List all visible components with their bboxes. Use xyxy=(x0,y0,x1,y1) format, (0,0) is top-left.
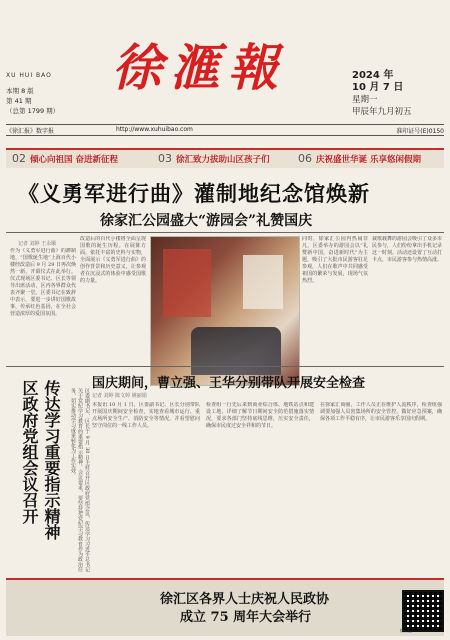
teaser-item[interactable] xyxy=(12,152,118,165)
main-subhead: 徐家汇公园盛大“游园会”礼赞国庆 xyxy=(100,213,313,229)
divider xyxy=(6,232,444,233)
divider xyxy=(6,366,444,367)
photo-visitors xyxy=(191,327,281,375)
masthead xyxy=(0,0,450,118)
bottom-headline-line2: 成立 75 周年大会举行 xyxy=(180,610,312,625)
brand-bar xyxy=(6,124,444,136)
date-weekday: 星期一 xyxy=(352,95,378,105)
safety-article-column: 本报讯 10 月 1 日，区委副书记、区长分别带队开展国庆期间安全检查，实地查看城市运行、重点场所安全生产、消防安全等情况，并看望慰问坚守岗位的一线工作人员。 xyxy=(92,402,200,429)
qr-caption: 徐汇报 xyxy=(400,628,412,633)
teaser-page-number: 02 xyxy=(12,152,26,165)
main-headline: 《义勇军进行曲》灌制地纪念馆焕新 xyxy=(18,181,370,206)
photo-exhibit-panel xyxy=(163,249,211,317)
digital-edition-label: 《徐汇报》数字报 xyxy=(6,128,55,135)
lead-article-column: 同时，徐家汇公园内热闹非凡，区委举办的游园会以“礼赞新中国，奋进新时代”为主题，吸引了大批市民游客驻足参观，人们在歌声中共同感受祖国的繁荣与发展，现场气氛热烈。 xyxy=(302,236,368,284)
teaser-text: 庆祝盛世华诞 乐享悠闲假期 xyxy=(316,155,421,165)
lead-article-column: 改造后的百代小楼将全面呈现国歌的诞生历程。在展陈方面，依托丰富的史料与实物，全面展示《义勇军进行曲》的创作背景和历史意义，让参观者在沉浸式的体验中感受国歌的力量。 xyxy=(80,236,146,284)
date-lunar: 甲辰年九月初五 xyxy=(352,107,412,117)
bottom-headline-line1: 徐汇区各界人士庆祝人民政协 xyxy=(160,592,330,607)
teaser-text: 徐汇致力拔助山区孩子们 xyxy=(176,155,270,165)
lead-byline: 记者 刘婷 王永顺 xyxy=(18,241,57,247)
date-day: 10 月 7 日 xyxy=(352,82,404,93)
issue-line: 本期 8 版 xyxy=(6,87,34,95)
vertical-article-body: 区委副书记、区长于 9 月 30 日主持召开区政府党组会议，传达学习习近平总书记关于党纪学习教育的重要指示精神。会议要求，要坚持把党纪学习教育作为政治任务，切实推动学习成果转化为工作实效。 xyxy=(70,388,90,572)
masthead-pinyin: XU HUI BAO xyxy=(6,72,52,79)
photo-exhibit-panel xyxy=(243,255,283,309)
teaser-page-number: 06 xyxy=(298,152,312,165)
safety-byline: 记者 刘婷 陈文婷 姚丽娟 xyxy=(92,393,147,399)
date-year: 2024 年 xyxy=(352,70,394,81)
qr-code-icon[interactable] xyxy=(402,590,444,632)
lead-article-column: 裁歌载舞的游园会吸引了众多市民参与，人们纷纷拿出手机记录这一时刻。活动还设置了互动打卡点，市民游客参与热情高涨。 xyxy=(372,236,442,263)
teaser-item[interactable] xyxy=(298,152,421,165)
safety-article-column: 在徐家汇商圈，工作人员正在维护人流秩序，检查组强调要加强人员密集场所的安全管控，做好应急预案，确保各项工作平稳有序，让市民游客乐享国庆假期。 xyxy=(320,402,442,422)
permit-number: 准印证号(E)0150 xyxy=(396,128,444,135)
teaser-item[interactable] xyxy=(158,152,270,165)
issue-line: 第 41 期 xyxy=(6,97,32,105)
issue-info xyxy=(6,86,59,116)
issue-line: （总第 1799 期） xyxy=(6,107,60,115)
date-block xyxy=(352,70,412,118)
teaser-page-number: 03 xyxy=(158,152,172,165)
newspaper-logo: 徐滙報 xyxy=(112,38,286,97)
safety-headline: 国庆期间，曹立强、王华分别带队开展安全检查 xyxy=(92,376,366,391)
safety-article-column: 检查组一行先后来到商业综合体、地铁站点和建设工地，详细了解节日期间安全防范措施落实情况，要求各部门坚持底线思维，压实安全责任，确保市民度过安全祥和的节日。 xyxy=(206,402,314,429)
teaser-bar xyxy=(6,148,444,168)
website-link[interactable]: http://www.xuhuibao.com xyxy=(116,126,193,133)
lead-article-column: 作为《义勇军进行曲》的灌制地，“国歌诞生地”上海百代小楼经改造后 9 月 29 日再次焕然一新，开幕仪式在此举行。仪式现场区委书记、区长等领导出席活动，区内各界群众代表齐聚一堂。区委书记在致辞中表示，要进一步讲好国歌故事，传承红色基因，在全社会营造浓厚的爱国氛围。 xyxy=(10,248,76,317)
museum-photo xyxy=(150,236,300,386)
vertical-headline: 传达学习重要指示精神 区政府党组会议召开 xyxy=(20,380,61,540)
teaser-text: 倾心向祖国 奋进新征程 xyxy=(30,155,118,165)
